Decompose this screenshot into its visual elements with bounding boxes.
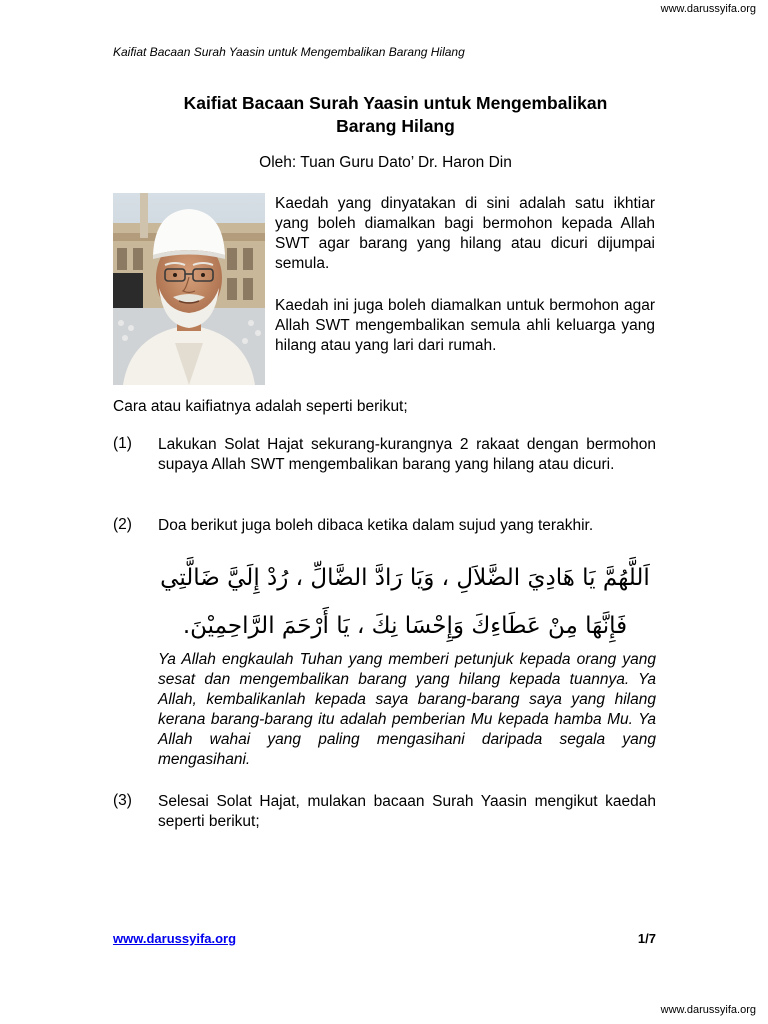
list-item-number: (3) <box>113 792 132 809</box>
running-header: Kaifiat Bacaan Surah Yaasin untuk Mengembalikan Barang Hilang <box>113 45 465 59</box>
site-url-bottom: www.darussyifa.org <box>660 1004 756 1016</box>
arabic-prayer-line-1: اَللَّهُمَّ يَا هَادِيَ الضَّلاَلِ ، وَيَا رَادَّ الضَّالِّ ، رُدْ إِلَيَّ ضَالَّتِي <box>160 565 650 591</box>
arabic-prayer-line-2: فَإِنَّهَا مِنْ عَطَاءِكَ وَإِحْسَا نِكَ ، يَا أَرْحَمَ الرَّاحِمِيْنَ. <box>182 613 628 639</box>
paragraph-intro-2: Kaedah ini juga boleh diamalkan untuk bermohon agar Allah SWT mengembalikan semula ahli keluarga yang hilang atau yang lari dari rumah. <box>275 297 655 354</box>
list-item-number: (1) <box>113 435 132 452</box>
list-item-number: (2) <box>113 516 132 533</box>
list-item-text: Doa berikut juga boleh dibaca ketika dalam sujud yang terakhir. <box>158 517 594 534</box>
paragraph-intro-1: Kaedah yang dinyatakan di sini adalah satu ikhtiar yang boleh diamalkan bagi bermohon kepada Allah SWT agar barang yang hilang atau dicuri dijumpai semula. <box>275 195 655 272</box>
document-title <box>113 92 678 138</box>
list-item-text: Lakukan Solat Hajat sekurang-kurangnya 2 rakaat dengan bermohon supaya Allah SWT mengembalikan barang yang hilang atau dicuri. <box>158 436 656 473</box>
author-photo <box>113 193 265 385</box>
title-line-2: Barang Hilang <box>336 116 455 136</box>
site-url-top: www.darussyifa.org <box>660 3 756 15</box>
page-number: 1/7 <box>637 931 656 946</box>
footer-website-link[interactable]: www.darussyifa.org <box>113 931 237 946</box>
author-portrait-illustration <box>113 193 265 385</box>
method-intro: Cara atau kaifiatnya adalah seperti berikut; <box>113 398 408 415</box>
prayer-translation: Ya Allah engkaulah Tuhan yang memberi petunjuk kepada orang yang sesat dan mengembalikan barang yang hilang kepada tuannya. Ya Allah, kembalikanlah kepada saya barang-barang saya yang hilang kerana barang-barang itu adalah pemberian Mu kepada hamba Mu. Ya Allah wahai yang paling mengasihani daripada segala yang mengasihani. <box>158 651 656 768</box>
title-line-1: Kaifiat Bacaan Surah Yaasin untuk Mengembalikan <box>183 93 608 113</box>
author-line: Oleh: Tuan Guru Dato’ Dr. Haron Din <box>259 154 512 171</box>
list-item-text: Selesai Solat Hajat, mulakan bacaan Surah Yaasin mengikut kaedah seperti berikut; <box>158 793 656 830</box>
